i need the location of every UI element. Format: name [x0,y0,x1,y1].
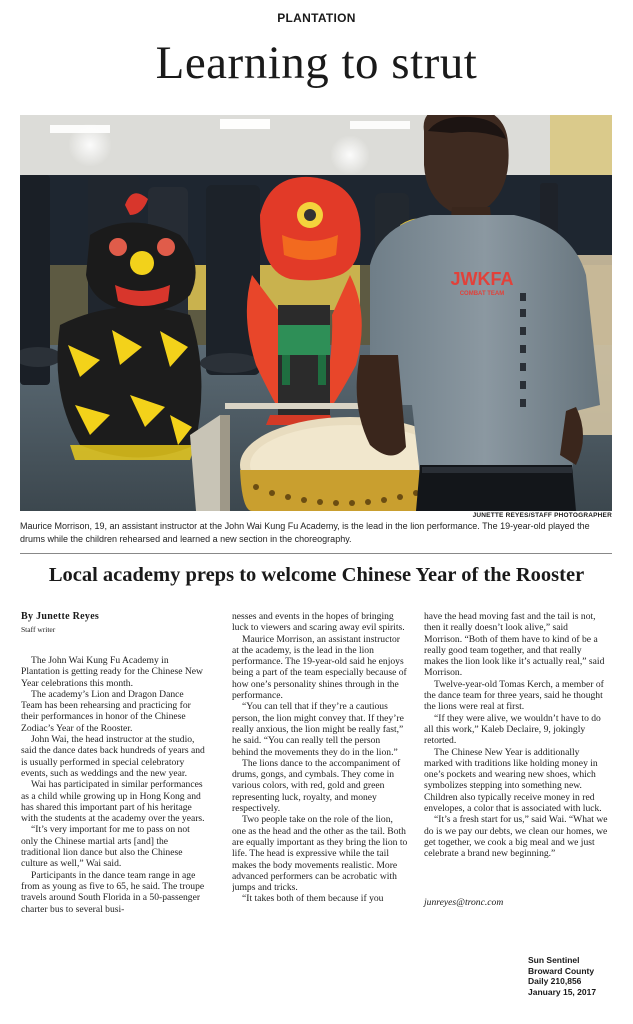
paragraph: Maurice Morrison, an assistant instructor at the academy, is the lead in the lion performance. The 19-year-old said he enjoys being a part of the team especially because of how one’s personality shines through in the performance. [232,633,407,702]
paragraph: The John Wai Kung Fu Academy in Plantation is getting ready for the Chinese New Year celebrations this month. [21,655,203,689]
paragraph: “It’s very important for me to pass on not only the Chinese martial arts [and] the traditional lion dance but also the Chinese culture as well,” Wai said. [21,824,190,870]
paragraph: Twelve-year-old Tomas Kerch, a member of the dance team for three years, said he thought the lions were real at first. [424,678,604,713]
lion-dance-photo [20,115,612,511]
headline: Learning to strut [155,37,478,89]
paragraph: The academy’s Lion and Dragon Dance Team has been rehearsing and practicing for their performances in honor of the Chinese Zodiac’s Year of the Rooster. [21,688,191,734]
county: Broward County [528,965,595,976]
paragraph: “It’s a fresh start for us,” said Wai. “What we do is we pay our debts, we clean our homes, we get together, we cook a big meal and we just celebrate a brand new beginning.” [424,814,608,860]
subheadline: Local academy preps to welcome Chinese Year of the Rooster [48,564,585,586]
circulation: Daily 210,856 [528,976,582,986]
paragraph: Wai has participated in similar performances as a child while growing up in Hong Kong and has shared this important part of his heritage with the students at the academy over the years. [21,779,205,825]
paragraph-continued: have the head moving fast and the tail is not, then it really doesn’t look alive,” said Morrison. “Both of them have to kind of be a really good team together, and that really makes the lion look like it’s actually real,” said Morrison. [424,611,605,679]
paragraph: Participants in the dance team range in age from as young as five to 65, he said. The troupe travels around South Florida in a 50-passenger charter bus to several busi- [21,869,205,915]
photo-credit: JUNETTE REYES/STAFF PHOTOGRAPHER [472,512,612,519]
paragraph: The Chinese New Year is additionally marked with traditions like holding money in one’s pockets and wearing new shoes, which symbolizes stepping into something new. Children also typically receive money in red envelopes, a color that is associated with luck. [424,746,602,815]
paragraph: John Wai, the head instructor at the studio, said the dance dates back hundreds of years and is usually performed in special celebratory events, such as weddings and the new year. [21,734,205,779]
byline: By Junette Reyes [21,611,100,622]
article-column-3 [424,611,608,881]
paragraph: The lions dance to the accompaniment of drums, gongs, and cymbals. They come in various colors, with red, gold and green representing luck, royalty, and money respectively. [232,757,401,815]
publication-date: January 15, 2017 [528,986,597,997]
paragraph-continued: nesses and events in the hopes of bringing luck to viewers and scaring away evil spirits. [232,611,405,634]
article-column-1 [21,655,205,937]
paragraph: “It takes both of them because if you [242,893,384,905]
photo-caption: Maurice Morrison, 19, an assistant instructor at the John Wai Kung Fu Academy, is the lead in the lion performance. The 19-year-old played the drums while the children rehearsed and learned a new section in the choreography. [20,521,590,544]
byline-title: Staff writer [21,625,56,634]
paragraph: “If they were alive, we wouldn’t have to do all this work,” Kaleb Declaire, 9, jokingly retorted. [424,712,601,747]
shirt-logo: JWKFA [450,269,514,289]
section-label: PLANTATION [277,11,356,25]
author-email: junreyes@tronc.com [424,897,504,908]
newspaper-name: Sun Sentinel [528,955,580,965]
paragraph: Two people take on the role of the lion, one as the head and the other as the tail. Both are equally important as they bring the lion to life. The head is expressive while the tail makes the body movements realistic. More advanced performers can be acrobatic with jumps and tricks. [232,814,408,894]
publication-info [528,955,596,997]
shirt-logo-subtext: COMBAT TEAM [459,291,505,297]
article-column-2 [232,611,408,931]
paragraph: “You can tell that if they’re a cautious person, the lion might convey that. If they’re really anxious, the lion might be really fast,” he said. “You can really tell the person behind the movements they do in the lion.” [232,701,404,758]
divider [20,553,612,554]
